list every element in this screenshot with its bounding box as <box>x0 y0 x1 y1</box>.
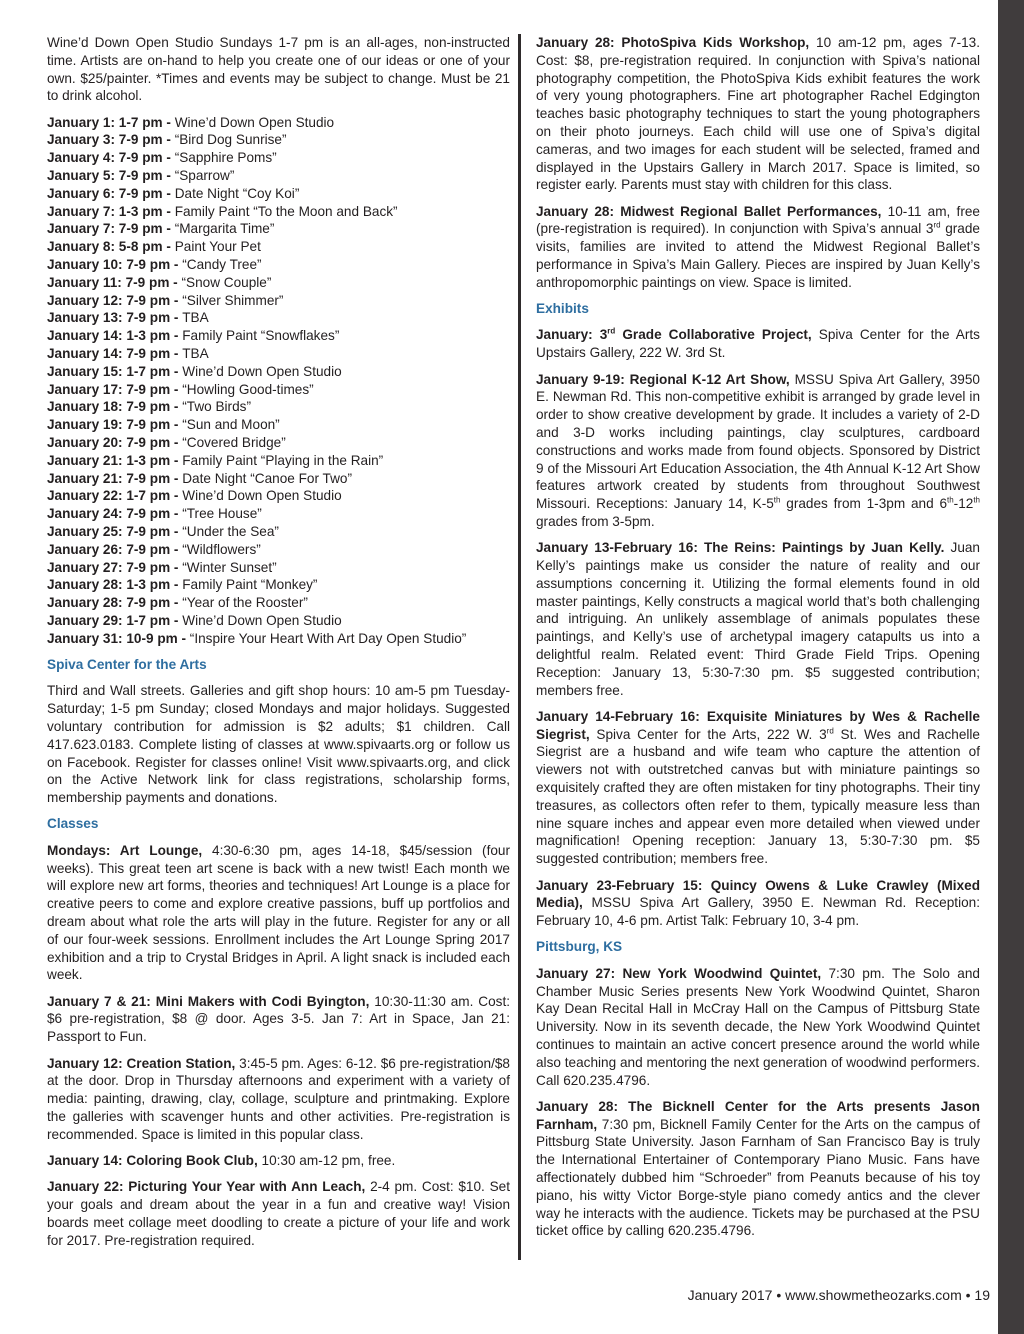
schedule-title: “Snow Couple” <box>181 274 272 290</box>
schedule-title: “Covered Bridge” <box>182 435 286 451</box>
schedule-row <box>47 220 510 238</box>
schedule-row <box>47 541 510 559</box>
schedule-date: January 21: 1-3 pm - <box>47 452 183 468</box>
entry-text: 10-11 am, free (pre-registration is required). In conjunction with Spiva’s annual 3 <box>536 203 980 237</box>
entry-title: January 27: New York Woodwind Quintet, <box>536 965 822 981</box>
schedule-title: “Candy Tree” <box>182 257 262 273</box>
schedule-date: January 8: 5-8 pm - <box>47 239 175 255</box>
class-text: 2-4 pm. Cost: $10. Set your goals and dream about the year in a fun and creative way! Vision boards meet collage meet doodling to create a picture of your life and work for 2017. Pre-registration required. <box>47 1179 510 1248</box>
schedule-date: January 18: 7-9 pm - <box>47 399 183 415</box>
schedule-date: January 6: 7-9 pm - <box>47 185 175 201</box>
spiva-info: Third and Wall streets. Galleries and gift shop hours: 10 am-5 pm Tuesday-Saturday; 1-5 pm Sunday; closed Mondays and major holidays. Suggested voluntary contribution for admission is $2 adults; $1 children. Call 417.623.0183. Complete listing of classes at www.spivaarts.org or follow us on Facebook. Register for classes online! Visit www.spivaarts.org, and click on the Active Network link for class registrations, scholarship forms, membership payments and donations. <box>47 683 510 806</box>
schedule-row <box>47 114 510 132</box>
entry-text: grades from 3-5pm. <box>536 513 655 529</box>
exhibits-heading: Exhibits <box>536 301 589 317</box>
schedule-row <box>47 630 510 648</box>
schedule-title: “Under the Sea” <box>182 524 279 540</box>
schedule-title: Family Paint “Playing in the Rain” <box>182 452 384 468</box>
schedule-row <box>47 185 510 203</box>
schedule-title: “Silver Shimmer” <box>182 292 284 308</box>
schedule-date: January 11: 7-9 pm - <box>47 274 182 290</box>
schedule-date: January 14: 1-3 pm - <box>47 328 183 344</box>
schedule-date: January 28: 1-3 pm - <box>47 577 183 593</box>
schedule-title: “Year of the Rooster” <box>182 595 308 611</box>
photospiva-entry <box>536 34 980 194</box>
schedule-title: “Wildflowers” <box>182 541 261 557</box>
schedule-row <box>47 559 510 577</box>
class-title: January 22: Picturing Your Year with Ann Leach, <box>47 1179 366 1195</box>
class-title: Mondays: Art Lounge, <box>47 842 203 858</box>
entry-title: January 23-February 15: Quincy Owens & Luke Crawley (Mixed Media), <box>536 877 980 911</box>
schedule-title: Wine’d Down Open Studio <box>182 363 342 379</box>
schedule-date: January 4: 7-9 pm - <box>47 150 175 166</box>
schedule-row <box>47 149 510 167</box>
left-column <box>47 34 510 1258</box>
schedule-title: Date Night “Canoe For Two” <box>182 470 352 486</box>
schedule-row <box>47 398 510 416</box>
entry-title-part: Grade Collaborative Project, <box>615 327 812 343</box>
class-title: January 7 & 21: Mini Makers with Codi Byington, <box>47 993 370 1009</box>
schedule-title: Family Paint “Monkey” <box>182 577 318 593</box>
reins-entry <box>536 539 980 699</box>
schedule-row <box>47 576 510 594</box>
schedule-date: January 26: 7-9 pm - <box>47 541 183 557</box>
spiva-heading: Spiva Center for the Arts <box>47 657 207 673</box>
schedule-row <box>47 594 510 612</box>
schedule-title: “Sapphire Poms” <box>174 150 277 166</box>
class-text: 10:30-11:30 am. Cost: $6 pre-registration, $8 @ door. Ages 3-5. Jan 7: Art in Space, Jan 21: Passport to Fun. <box>47 993 511 1045</box>
painting-schedule <box>47 114 510 648</box>
class-entry <box>47 1152 510 1170</box>
schedule-row <box>47 452 510 470</box>
entry-title: January 28: PhotoSpiva Kids Workshop, <box>536 35 810 50</box>
class-entry <box>47 993 510 1046</box>
superscript: rd <box>607 326 616 336</box>
schedule-title: “Bird Dog Sunrise” <box>174 132 287 148</box>
entry-title: January 13-February 16: The Reins: Paintings by Juan Kelly. <box>536 540 945 556</box>
open-studio-intro: Wine’d Down Open Studio Sundays 1-7 pm is an all-ages, non-instructed time. Artists are on-hand to help you create one of our ideas or one of your own. $25/painter. *Times and events may be subject to change. Must be 21 to drink alcohol. <box>47 35 510 104</box>
schedule-row <box>47 487 510 505</box>
woodwind-entry <box>536 965 980 1090</box>
entry-title: January 28: The Bicknell Center for the Arts presents Jason Farnham, <box>536 1098 980 1132</box>
right-column <box>536 34 980 1249</box>
schedule-row <box>47 505 510 523</box>
pittsburg-heading: Pittsburg, KS <box>536 939 623 955</box>
class-entry <box>47 842 510 984</box>
miniatures-entry <box>536 708 980 868</box>
entry-text: -12 <box>953 496 974 512</box>
schedule-date: January 27: 7-9 pm - <box>47 559 183 575</box>
schedule-date: January 14: 7-9 pm - <box>47 346 183 362</box>
bicknell-entry <box>536 1098 980 1240</box>
page-footer: January 2017 • www.showmetheozarks.com • 19 <box>687 1287 990 1303</box>
schedule-title: “Sparrow” <box>174 168 235 184</box>
schedule-row <box>47 381 510 399</box>
class-entry <box>47 1178 510 1249</box>
schedule-row <box>47 434 510 452</box>
schedule-row <box>47 256 510 274</box>
schedule-row <box>47 203 510 221</box>
schedule-row <box>47 238 510 256</box>
schedule-row <box>47 167 510 185</box>
k12-entry <box>536 371 980 531</box>
schedule-date: January 24: 7-9 pm - <box>47 506 183 522</box>
schedule-title: “Inspire Your Heart With Art Day Open Studio” <box>189 630 467 646</box>
entry-text: grade visits, families are invited to attend the Midwest Regional Ballet’s performance in Spiva’s Main Gallery. Pieces are inspired by Juan Kelly’s anthropomorphic paintings on view. Space is limited. <box>536 221 980 290</box>
schedule-row <box>47 416 510 434</box>
entry-title: January 14-February 16: Exquisite Miniatures by Wes & Rachelle Siegrist, <box>536 708 980 742</box>
schedule-date: January 1: 1-7 pm - <box>47 114 175 130</box>
schedule-row <box>47 274 510 292</box>
schedule-title: “Winter Sunset” <box>182 559 277 575</box>
schedule-title: Family Paint “Snowflakes” <box>182 328 340 344</box>
schedule-date: January 15: 1-7 pm - <box>47 363 183 379</box>
superscript: th <box>947 495 954 505</box>
schedule-title: “Two Birds” <box>182 399 251 415</box>
schedule-date: January 28: 7-9 pm - <box>47 595 183 611</box>
superscript: th <box>773 495 781 505</box>
entry-text: 7:30 pm, Bicknell Family Center for the Arts on the campus of Pittsburg State University. Jason Farnham of San Francisco Bay is truly the International Entertainer of Contemporary Piano Music. Fans have affectionately dubbed him “Schroeder” from Peanuts because of his toy piano, his witty Victor Borge-style piano comedy antics and the clever way he interacts with the audience. Tickets may be purchased at the PSU ticket office by calling 620.235.4796. <box>536 1116 980 1239</box>
schedule-title: TBA <box>182 310 209 326</box>
classes-heading: Classes <box>47 816 99 832</box>
schedule-row <box>47 327 510 345</box>
schedule-row <box>47 131 510 149</box>
schedule-date: January 7: 7-9 pm - <box>47 221 175 237</box>
schedule-row <box>47 309 510 327</box>
schedule-date: January 10: 7-9 pm - <box>47 257 183 273</box>
entry-title <box>536 327 812 342</box>
class-text: 10:30 am-12 pm, free. <box>257 1153 396 1169</box>
schedule-title: “Howling Good-times” <box>182 381 314 397</box>
schedule-row <box>47 523 510 541</box>
entry-text: MSSU Spiva Art Gallery, 3950 E. Newman Rd. Reception: February 10, 4-6 pm. Artist Talk: February 10, 3-4 pm. <box>536 895 980 929</box>
ballet-entry <box>536 203 980 292</box>
entry-text: Juan Kelly’s paintings make us consider the nature of reality and our assumptions concerning it. Utilizing the formal elements found in old master paintings, Kelly constructs a magical world that’s both challenging and intriguing. An unlikely assemblage of animals populates these paintings, and Kelly’s use of archetypal imagery catapults us into a delightful realm. Related event: Third Grade Field Trips. Opening Reception: January 13, 5:30-7:30 pm. $5 suggested contribution; members free. <box>536 540 980 698</box>
superscript: th <box>973 495 980 505</box>
schedule-date: January 19: 7-9 pm - <box>47 417 183 433</box>
schedule-row <box>47 470 510 488</box>
entry-title: January 28: Midwest Regional Ballet Performances, <box>536 203 882 219</box>
schedule-date: January 22: 1-7 pm - <box>47 488 183 504</box>
schedule-title: Wine’d Down Open Studio <box>174 114 335 130</box>
class-title: January 14: Coloring Book Club, <box>47 1153 258 1169</box>
class-text: 4:30-6:30 pm, ages 14-18, $45/session (four weeks). This great teen art scene is back with a new twist! Each month we will explore new art forms, theories and techniques! Art Lounge is a place for creative peers to come and explore creative passions, buff up portfolios and dream about what role the arts will play in the future. Register for any or all of our four-week sessions. Enrollment includes the Art Lounge Spring 2017 exhibition and a trip to Crystal Bridges in April. A light snack is included each week. <box>47 842 510 983</box>
schedule-date: January 20: 7-9 pm - <box>47 435 183 451</box>
quincy-entry <box>536 877 980 930</box>
entry-text: Spiva Center for the Arts, 222 W. 3 <box>589 726 827 742</box>
schedule-row <box>47 612 510 630</box>
schedule-title: Paint Your Pet <box>174 239 261 255</box>
entry-text: grades from 1-3pm and 6 <box>780 496 947 512</box>
page-edge-bar <box>998 0 1024 1334</box>
schedule-row <box>47 345 510 363</box>
schedule-title: Family Paint “To the Moon and Back” <box>174 203 398 219</box>
superscript: rd <box>933 220 941 230</box>
class-entry <box>47 1055 510 1144</box>
schedule-date: January 31: 10-9 pm - <box>47 630 190 646</box>
schedule-title: “Sun and Moon” <box>182 417 280 433</box>
entry-text: St. Wes and Rachelle Siegrist are a husband and wife team who capture the attention of viewers not with outstretched canvas but with miniature paintings so exquisitely crafted they are often mistaken for tiny photographs. Their tiny treasures, as collectors often refer to them, typically measure less than nine square inches and appear even more detailed when viewed under magnification! Opening reception: January 13, 5:30-7:30 pm. $5 suggested contribution; members free. <box>536 726 980 867</box>
class-text: 3:45-5 pm. Ages: 6-12. $6 pre-registration/$8 at the door. Drop in Thursday afternoons and experiment with a variety of media: painting, drawing, clay, collage, sculpture and printmaking. Explore the galleries with scavenger hunts and other activities. Pre-registration is recommended. Space is limited in this popular class. <box>47 1055 510 1142</box>
schedule-date: January 5: 7-9 pm - <box>47 168 175 184</box>
schedule-date: January 7: 1-3 pm - <box>47 203 175 219</box>
schedule-date: January 17: 7-9 pm - <box>47 381 183 397</box>
entry-text: Spiva Center for the Arts Upstairs Gallery, 222 W. 3rd St. <box>536 327 980 361</box>
superscript: rd <box>826 726 834 736</box>
schedule-date: January 3: 7-9 pm - <box>47 132 175 148</box>
schedule-title: TBA <box>182 346 209 362</box>
schedule-title: “Tree House” <box>182 506 262 522</box>
schedule-date: January 12: 7-9 pm - <box>47 292 183 308</box>
entry-text: MSSU Spiva Art Gallery, 3950 E. Newman Rd. This non-competitive exhibit is arranged by grade level in order to show creative development by grade. It includes a variety of 2-D and 3-D works including paintings, clay sculptures, cardboard constructions and works made from found objects. Sponsored by District 9 of the Missouri Art Education Association, the 4th Annual K-12 Art Show features artwork created by students from throughout Southwest Missouri. Receptions: January 14, K-5 <box>536 371 980 512</box>
schedule-date: January 25: 7-9 pm - <box>47 524 183 540</box>
collab-entry <box>536 326 980 362</box>
schedule-title: Wine’d Down Open Studio <box>182 613 342 628</box>
schedule-date: January 13: 7-9 pm - <box>47 310 183 326</box>
class-title: January 12: Creation Station, <box>47 1055 236 1071</box>
schedule-title: Date Night “Coy Koi” <box>174 185 300 201</box>
schedule-row <box>47 363 510 381</box>
schedule-row <box>47 292 510 310</box>
schedule-date: January 29: 1-7 pm - <box>47 613 183 628</box>
column-divider <box>518 34 521 1260</box>
entry-text: 7:30 pm. The Solo and Chamber Music Series presents New York Woodwind Quintet, Sharon Kay Dean Recital Hall in McCray Hall on the Campus of Pittsburg State University. Now in its seventh decade, the New York Woodwind Quintet continues to maintain an active concert presence around the world while also teaching and mentoring the next generation of woodwind performers. Call 620.235.4796. <box>536 965 980 1088</box>
entry-title-part: January: 3 <box>536 327 608 343</box>
schedule-title: Wine’d Down Open Studio <box>182 488 342 504</box>
entry-title: January 9-19: Regional K-12 Art Show, <box>536 371 790 387</box>
schedule-date: January 21: 7-9 pm - <box>47 470 183 486</box>
schedule-title: “Margarita Time” <box>174 221 275 237</box>
entry-text: 10 am-12 pm, ages 7-13. Cost: $8, pre-registration required. In conjunction with Spiva’s national photography competition, the PhotoSpiva Kids exhibit features the work of very young photographers. Fine art photographer Rachel Edgington teaches basic photography techniques to start the young photographers on their photo journeys. Each child will use one of Spiva’s digital cameras, and two images for each student will be selected, framed and displayed in the Upstairs Gallery in March 2017. Space is limited, so register early. Parents must stay with children for this class. <box>536 35 980 193</box>
